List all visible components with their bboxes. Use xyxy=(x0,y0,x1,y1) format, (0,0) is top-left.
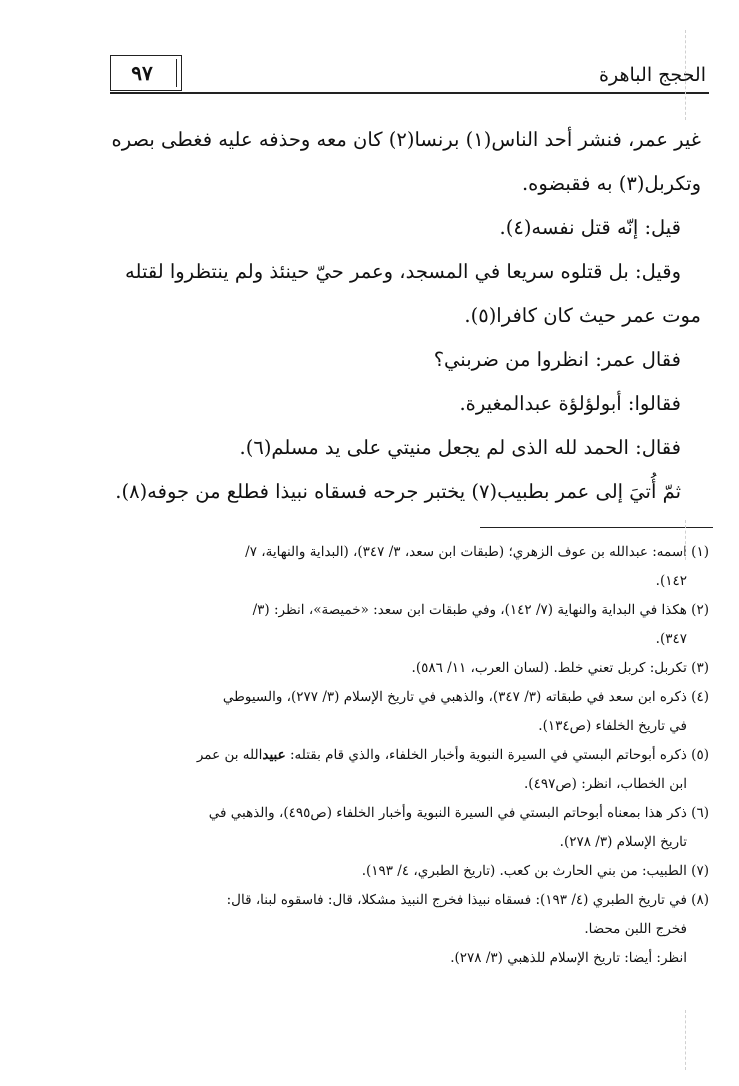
margin-guide-line xyxy=(685,520,686,560)
header-rule xyxy=(110,92,709,94)
paragraph-line: وتكربل(٣) به فقبضوه. xyxy=(521,172,701,195)
paragraph-line: ثمّ أُتيَ إلى عمر بطبيب(٧) يختبر جرحه فسقاه نبيذا فطلع من جوفه(٨). xyxy=(115,480,681,503)
footnote-line: (٢) هكذا في البداية والنهاية (٧/ ١٤٢)، وفي طبقات ابن سعد: «خميصة»، انظر: (٣/ xyxy=(252,602,709,618)
footnote-line: في تاريخ الخلفاء (ص١٣٤). xyxy=(538,718,687,734)
footnote-bold-name: عبيد xyxy=(262,747,286,763)
footnote-line: انظر: أيضا: تاريخ الإسلام للذهبي (٣/ ٢٧٨). xyxy=(450,950,687,966)
footnote-line: ٣٤٧). xyxy=(655,631,687,647)
paragraph-line: فقال عمر: انظروا من ضربني؟ xyxy=(433,348,681,371)
footnote-line: تاريخ الإسلام (٣/ ٢٧٨). xyxy=(559,834,687,850)
running-title: الحجج الباهرة xyxy=(599,64,706,86)
paragraph-line: فقال: الحمد لله الذى لم يجعل منيتي على يد مسلم(٦). xyxy=(239,436,681,459)
footnote-line: فخرج اللبن محضا. xyxy=(584,921,687,937)
paragraph-line: وقيل: بل قتلوه سريعا في المسجد، وعمر حيّ حينئذ ولم ينتظروا لقتله xyxy=(125,260,681,283)
footnote-line: (٤) ذكره ابن سعد في طبقاته (٣/ ٣٤٧)، والذهبي في تاريخ الإسلام (٣/ ٢٧٧)، والسيوطي xyxy=(222,689,709,705)
paragraph-line: غير عمر، فنشر أحد الناس(١) برنسا(٢) كان معه وحذفه عليه فغطى بصره xyxy=(111,128,701,151)
margin-guide-line xyxy=(685,1010,686,1070)
footnote-line: ابن الخطاب، انظر: (ص٤٩٧). xyxy=(524,776,687,792)
footnote-line xyxy=(92,741,709,770)
footnote-line: ١٤٢). xyxy=(655,573,687,589)
margin-guide-line xyxy=(685,30,686,120)
footnote-line: (٨) في تاريخ الطبري (٤/ ١٩٣): فسقاه نبيذا فخرج النبيذ مشكلا، قال: فاسقوه لبنا، قال: xyxy=(226,892,709,908)
footnote-text: (٥) ذكره أبوحاتم البستي في السيرة النبوية وأخبار الخلفاء، والذي قام بقتله: xyxy=(285,747,709,763)
page-number-box xyxy=(110,55,182,91)
footnote-line: (٧) الطبيب: من بني الحارث بن كعب. (تاريخ الطبري، ٤/ ١٩٣). xyxy=(361,863,709,879)
main-text xyxy=(95,118,701,514)
footnote-text: الله بن عمر xyxy=(196,747,263,763)
footnote-line: (٣) تكربل: كربل تعني خلط. (لسان العرب، ١١/ ٥٨٦). xyxy=(411,660,709,676)
footnote-line: (١) اسمه: عبدالله بن عوف الزهري؛ (طبقات ابن سعد، ٣/ ٣٤٧)، (البداية والنهاية، ٧/ xyxy=(245,544,709,560)
paragraph-line: فقالوا: أبولؤلؤة عبدالمغيرة. xyxy=(459,392,681,415)
paragraph-line: موت عمر حيث كان كافرا(٥). xyxy=(464,304,701,327)
page-number: ٩٧ xyxy=(131,61,153,85)
footnote-separator xyxy=(480,527,713,528)
paragraph-line: قيل: إنّه قتل نفسه(٤). xyxy=(499,216,681,239)
footnote-line: (٦) ذكر هذا بمعناه أبوحاتم البستي في السيرة النبوية وأخبار الخلفاء (ص٤٩٥)، والذهبي في xyxy=(208,805,709,821)
footnotes xyxy=(92,538,709,973)
